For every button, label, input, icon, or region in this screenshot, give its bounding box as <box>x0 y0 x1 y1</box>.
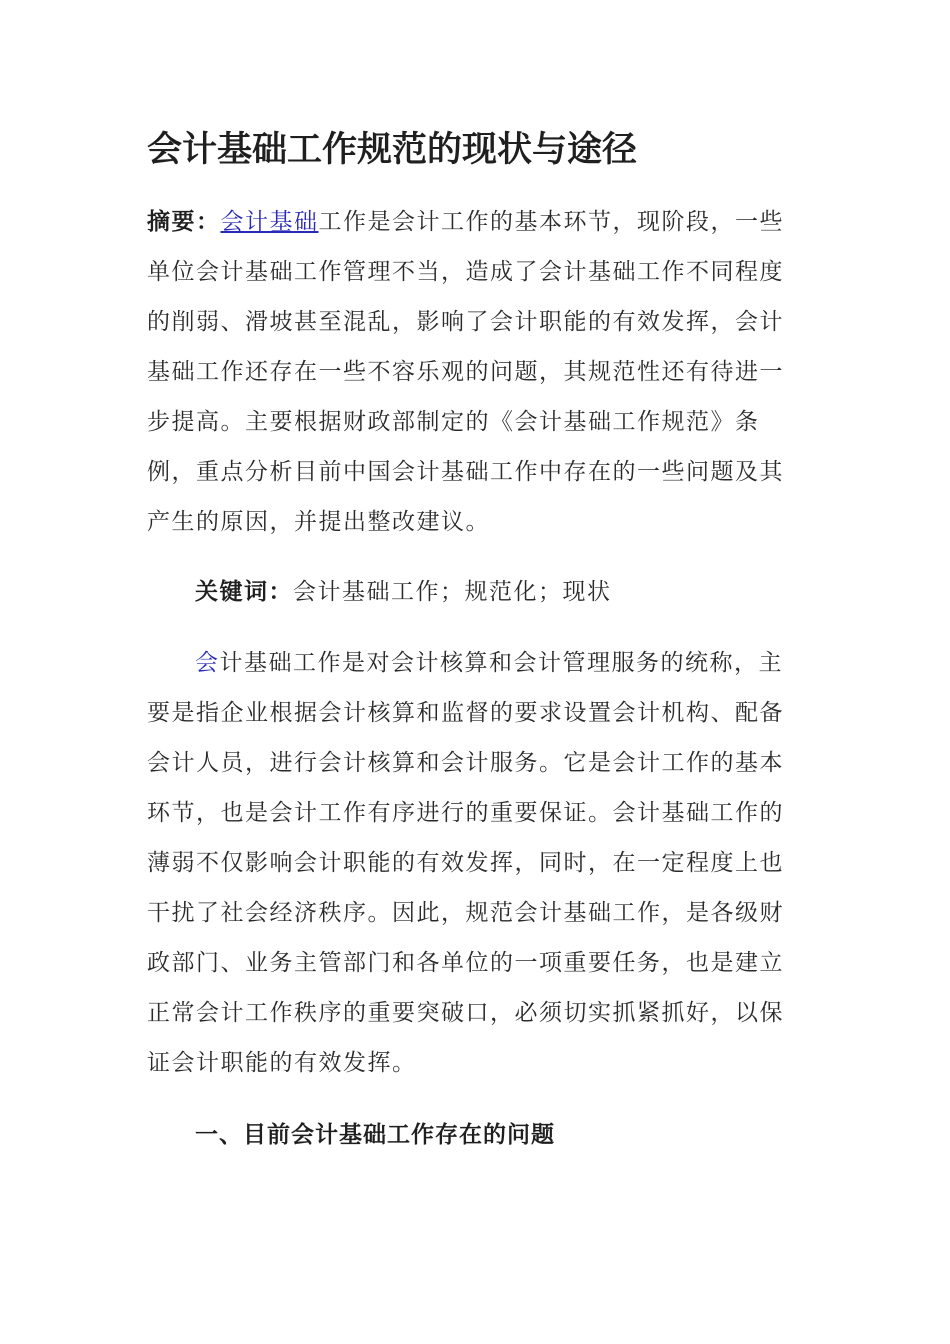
body-first-char: 会 <box>195 650 220 676</box>
abstract-label: 摘要： <box>147 209 221 235</box>
section-heading: 一、目前会计基础工作存在的问题 <box>195 1122 555 1148</box>
keywords-label: 关键词： <box>195 579 293 605</box>
keywords-text: 会计基础工作；规范化；现状 <box>293 579 612 605</box>
abstract-link[interactable]: 会计基础 <box>220 209 319 235</box>
keywords-paragraph <box>147 567 797 617</box>
document-title: 会计基础工作规范的现状与途径 <box>147 130 638 170</box>
abstract-text: 工作是会计工作的基本环节，现阶段，一些单位会计基础工作管理不当，造成了会计基础工作不同程度的削弱、滑坡甚至混乱，影响了会计职能的有效发挥，会计基础工作还存在一些不容乐观的问题，其规范性还有待进一步提高。主要根据财政部制定的《会计基础工作规范》条例，重点分析目前中国会计基础工作中存在的一些问题及其产生的原因，并提出整改建议。 <box>147 209 784 535</box>
abstract-paragraph <box>147 197 797 547</box>
body-paragraph <box>147 638 797 1088</box>
body-text: 计基础工作是对会计核算和会计管理服务的统称，主要是指企业根据会计核算和监督的要求设置会计机构、配备会计人员，进行会计核算和会计服务。它是会计工作的基本环节，也是会计工作有序进行的重要保证。会计基础工作的薄弱不仅影响会计职能的有效发挥，同时，在一定程度上也干扰了社会经济秩序。因此，规范会计基础工作，是各级财政部门、业务主管部门和各单位的一项重要任务，也是建立正常会计工作秩序的重要突破口，必须切实抓紧抓好，以保证会计职能的有效发挥。 <box>147 650 784 1076</box>
